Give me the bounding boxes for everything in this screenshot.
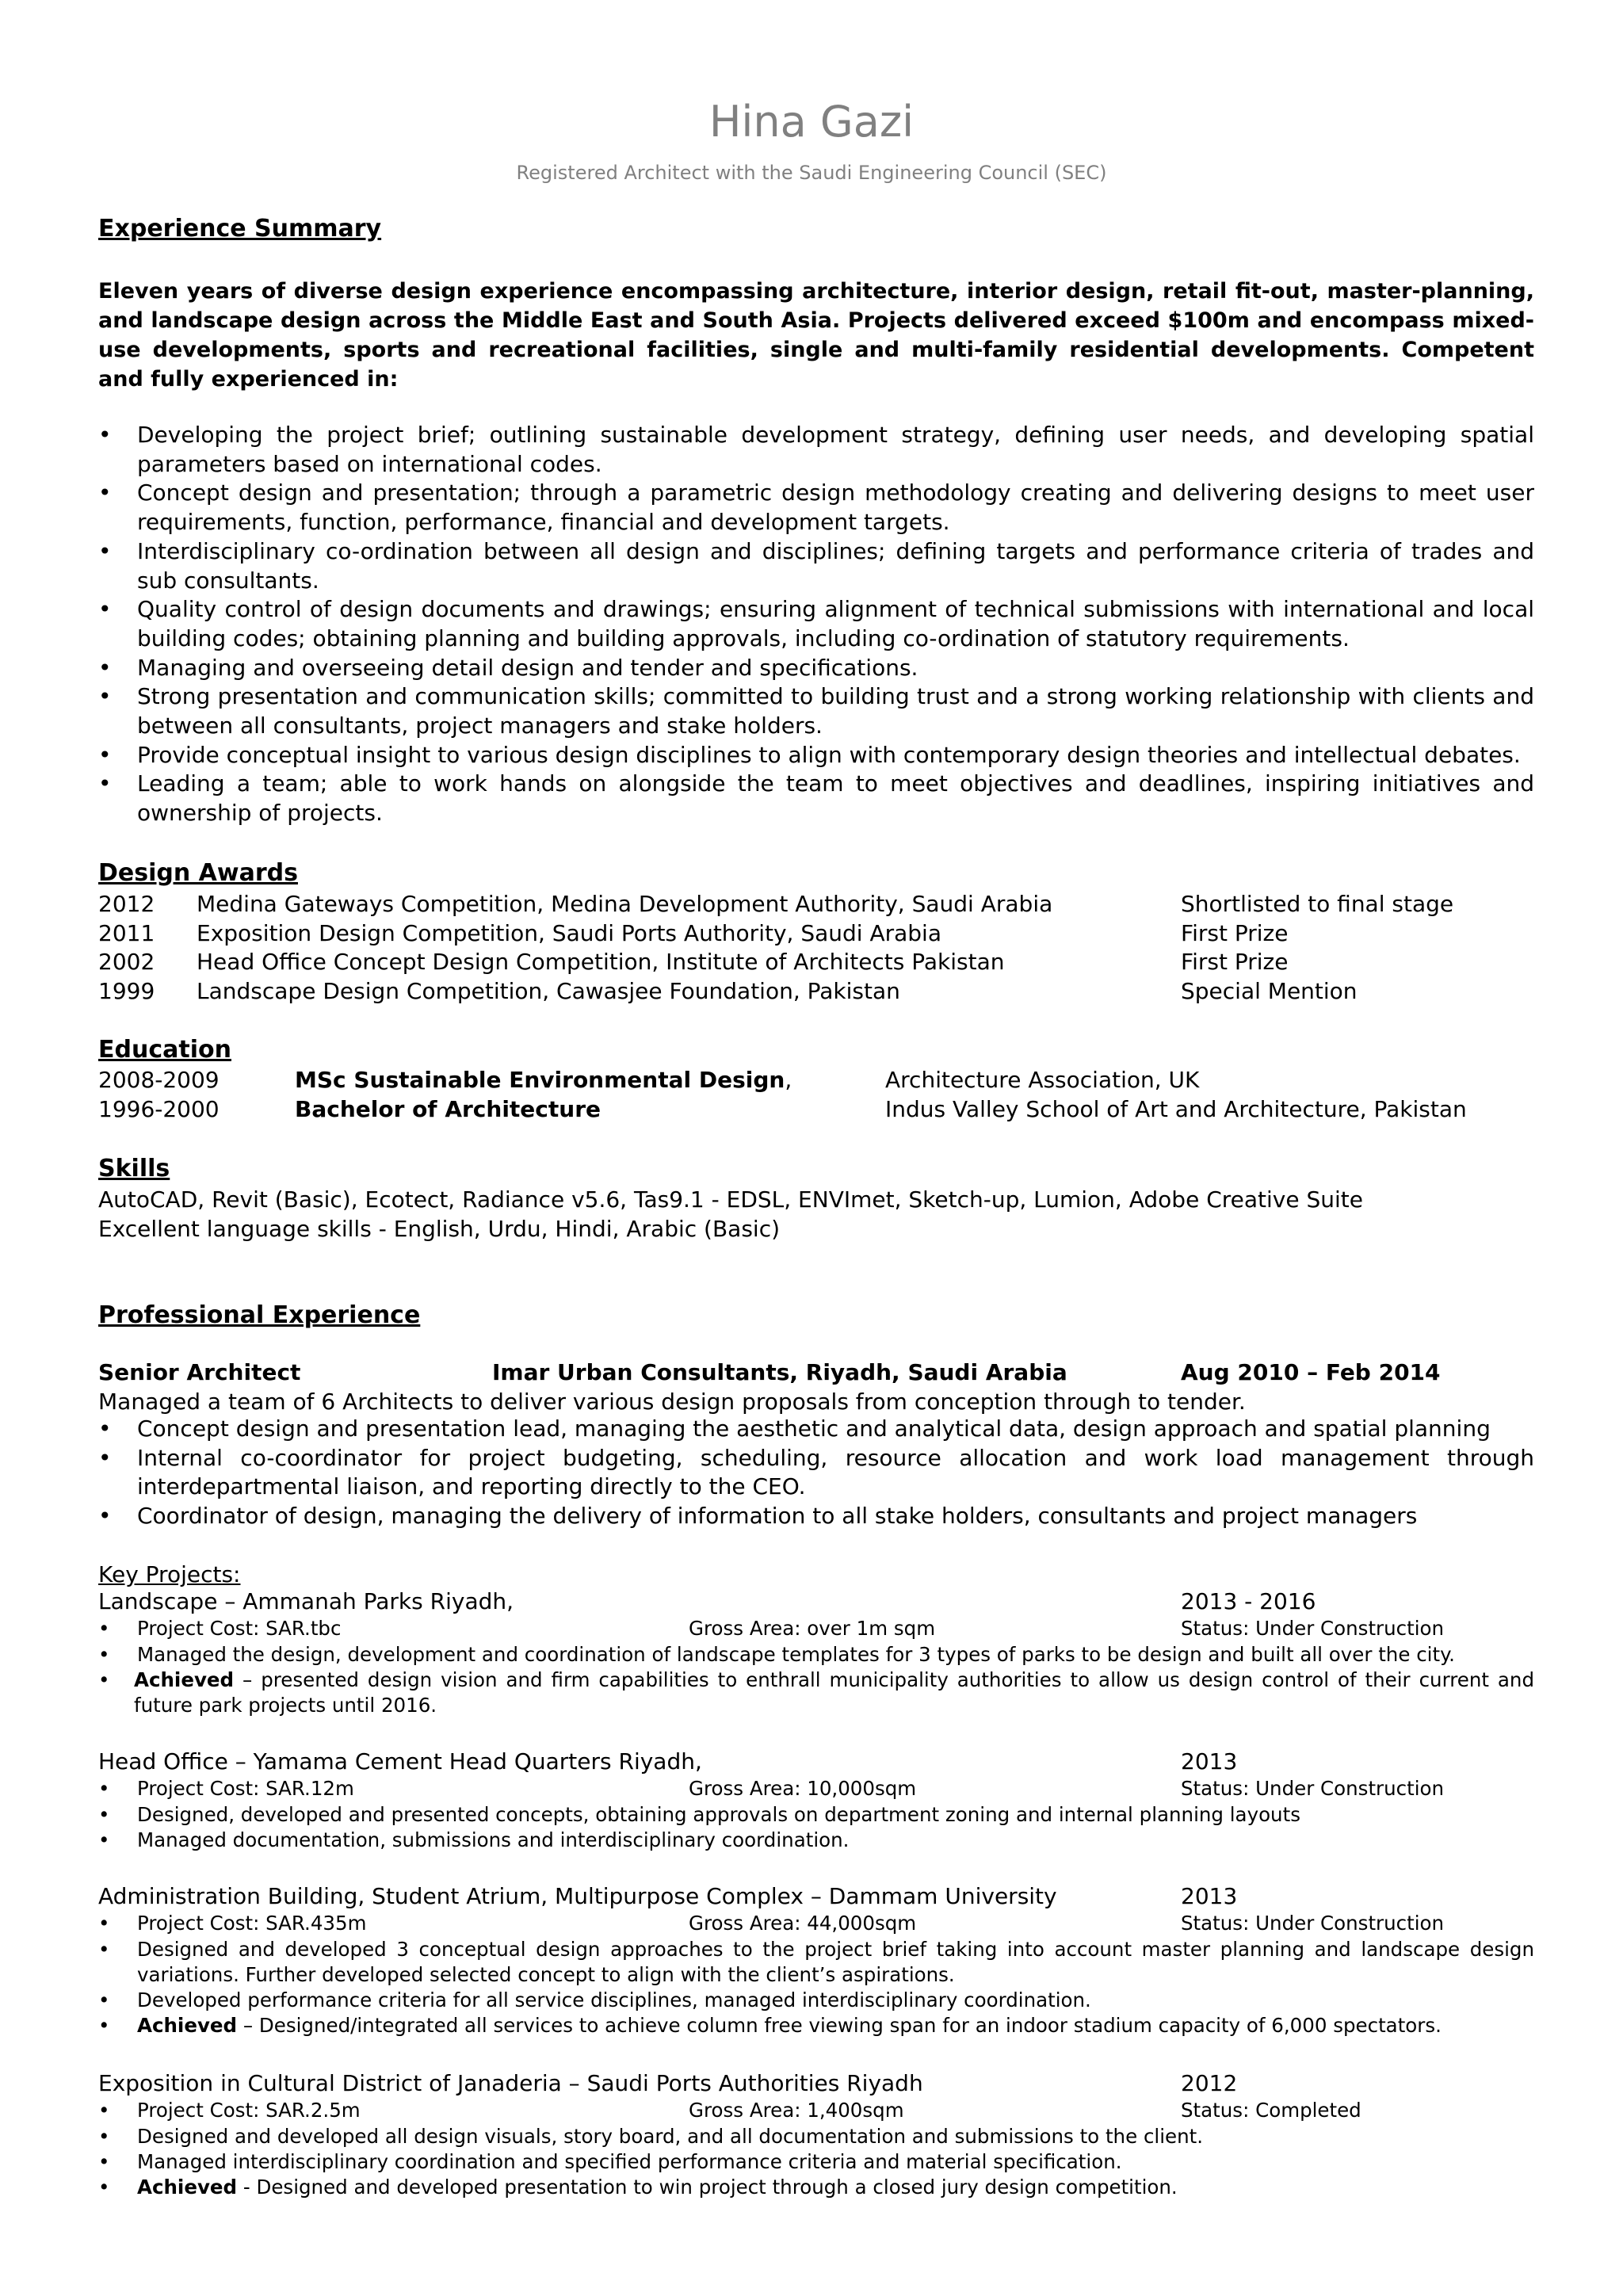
project-year: 2012: [1181, 2070, 1238, 2096]
experience-summary-list: [98, 421, 1534, 828]
education-institution: Indus Valley School of Art and Architecture, Pakistan: [885, 1096, 1467, 1122]
project-year: 2013: [1181, 1748, 1238, 1775]
education-degree-line: [295, 1067, 792, 1093]
job-role: Senior Architect: [98, 1359, 301, 1385]
project-area: Gross Area: over 1m sqm: [689, 1617, 936, 1640]
award-year: 1999: [98, 978, 155, 1004]
award-competition: Exposition Design Competition, Saudi Ports Authority, Saudi Arabia: [197, 920, 941, 946]
skills-languages: Excellent language skills - English, Urdu, Hindi, Arabic (Basic): [98, 1216, 781, 1242]
project-title: Exposition in Cultural District of Janaderia – Saudi Ports Authorities Riyadh: [98, 2070, 923, 2096]
achievement-text: - Designed and developed presentation to win project through a closed jury design competition.: [237, 2176, 1178, 2199]
list-item: • Developing the project brief; outlining sustainable development strategy, defining user needs, and developing spatial parameters based on international codes.: [98, 421, 1534, 479]
education-degree: Bachelor of Architecture: [295, 1096, 601, 1122]
skills-heading: Skills: [98, 1155, 170, 1182]
project-points: [98, 1937, 1534, 2038]
award-result: Shortlisted to final stage: [1181, 891, 1454, 917]
key-projects-label: Key Projects:: [98, 1561, 241, 1587]
list-item: • Managing and overseeing detail design and tender and specifications.: [98, 654, 1534, 683]
list-item: • Concept design and presentation lead, managing the aesthetic and analytical data, design approach and spatial planning: [98, 1415, 1534, 1444]
job-company: Imar Urban Consultants, Riyadh, Saudi Arabia: [492, 1359, 1067, 1385]
list-item: • Designed and developed 3 conceptual design approaches to the project brief taking into account master planning and landscape design variations. Further developed selected concept to align with the client’s aspirations.: [98, 1937, 1534, 1988]
list-item: • Designed, developed and presented concepts, obtaining approvals on department zoning and internal planning layouts: [98, 1802, 1534, 1828]
project-title: Landscape – Ammanah Parks Riyadh,: [98, 1588, 514, 1614]
project-status: Status: Under Construction: [1181, 1912, 1445, 1935]
job-summary: Managed a team of 6 Architects to deliver various design proposals from conception through to tender.: [98, 1389, 1246, 1415]
education-degree: MSc Sustainable Environmental Design: [295, 1067, 785, 1093]
list-item: • Quality control of design documents and drawings; ensuring alignment of technical submissions with international and local building codes; obtaining planning and building approvals, including co-ordination of statutory requirements.: [98, 595, 1534, 653]
list-item: • Designed and developed all design visuals, story board, and all documentation and submissions to the client.: [98, 2124, 1534, 2149]
experience-summary-intro: Eleven years of diverse design experience encompassing architecture, interior design, retail fit-out, master-planning, and landscape design across the Middle East and South Asia. Projects delivered exceed $100m and encompass mixed-use developments, sports and recreational facilities, single and multi-family residential developments. Competent and fully experienced in:: [98, 279, 1534, 392]
candidate-subtitle: Registered Architect with the Saudi Engineering Council (SEC): [516, 162, 1107, 184]
job-responsibilities-list: [98, 1415, 1534, 1531]
list-item: • Managed interdisciplinary coordination and specified performance criteria and material specification.: [98, 2149, 1534, 2175]
project-cost: Project Cost: SAR.2.5m: [137, 2099, 361, 2122]
project-bullet: •: [98, 1777, 110, 1800]
project-year: 2013: [1181, 1883, 1238, 1909]
award-competition: Medina Gateways Competition, Medina Development Authority, Saudi Arabia: [197, 891, 1053, 917]
achievement-label: Achieved: [137, 2176, 238, 2199]
award-result: Special Mention: [1181, 978, 1358, 1004]
education-institution: Architecture Association, UK: [885, 1067, 1200, 1093]
project-bullet: •: [98, 2099, 110, 2122]
project-status: Status: Completed: [1181, 2099, 1361, 2122]
project-points: [98, 1802, 1534, 1853]
project-year: 2013 - 2016: [1181, 1588, 1316, 1614]
award-competition: Landscape Design Competition, Cawasjee Foundation, Pakistan: [197, 978, 900, 1004]
list-item: • Managed documentation, submissions and interdisciplinary coordination.: [98, 1828, 1534, 1853]
education-years: 2008-2009: [98, 1067, 220, 1093]
education-degree-line: [295, 1096, 601, 1122]
project-title: Administration Building, Student Atrium, Multipurpose Complex – Dammam University: [98, 1883, 1057, 1909]
award-competition: Head Office Concept Design Competition, Institute of Architects Pakistan: [197, 949, 1005, 975]
award-year: 2002: [98, 949, 155, 975]
achievement-label: Achieved: [134, 1668, 235, 1691]
achievement-item: [98, 1668, 1534, 1718]
project-points: [98, 2124, 1534, 2200]
project-area: Gross Area: 44,000sqm: [689, 1912, 917, 1935]
project-status: Status: Under Construction: [1181, 1777, 1445, 1800]
candidate-name: Hina Gazi: [708, 97, 915, 147]
project-title: Head Office – Yamama Cement Head Quarters Riyadh,: [98, 1748, 702, 1775]
achievement-label: Achieved: [137, 2014, 238, 2037]
list-item: • Coordinator of design, managing the delivery of information to all stake holders, consultants and project managers: [98, 1502, 1534, 1531]
project-bullet: •: [98, 1912, 110, 1935]
list-item: • Interdisciplinary co-ordination between all design and disciplines; defining targets and performance criteria of trades and sub consultants.: [98, 537, 1534, 595]
achievement-text: – Designed/integrated all services to achieve column free viewing span for an indoor stadium capacity of 6,000 spectators.: [237, 2014, 1442, 2037]
experience-summary-heading: Experience Summary: [98, 215, 382, 243]
education-years: 1996-2000: [98, 1096, 220, 1122]
achievement-item: [98, 2013, 1534, 2038]
award-year: 2012: [98, 891, 155, 917]
skills-software: AutoCAD, Revit (Basic), Ecotect, Radiance v5.6, Tas9.1 - EDSL, ENVImet, Sketch-up, Lumion, Adobe Creative Suite: [98, 1186, 1363, 1213]
project-points: [98, 1642, 1534, 1718]
list-item: • Developed performance criteria for all service disciplines, managed interdisciplinary coordination.: [98, 1988, 1534, 2013]
professional-experience-heading: Professional Experience: [98, 1301, 421, 1329]
list-item: • Strong presentation and communication skills; committed to building trust and a strong working relationship with clients and between all consultants, project managers and stake holders.: [98, 682, 1534, 740]
achievement-item: [98, 2175, 1534, 2200]
project-bullet: •: [98, 1617, 110, 1640]
list-item: • Concept design and presentation; through a parametric design methodology creating and delivering designs to meet user requirements, function, performance, financial and development targets.: [98, 479, 1534, 537]
education-heading: Education: [98, 1036, 231, 1064]
design-awards-heading: Design Awards: [98, 859, 298, 887]
project-status: Status: Under Construction: [1181, 1617, 1445, 1640]
project-cost: Project Cost: SAR.435m: [137, 1912, 367, 1935]
project-cost: Project Cost: SAR.tbc: [137, 1617, 342, 1640]
project-cost: Project Cost: SAR.12m: [137, 1777, 354, 1800]
list-item: • Provide conceptual insight to various design disciplines to align with contemporary design theories and intellectual debates.: [98, 741, 1534, 770]
award-year: 2011: [98, 920, 155, 946]
education-degree-suffix: ,: [785, 1067, 792, 1093]
list-item: • Managed the design, development and coordination of landscape templates for 3 types of parks to be design and built all over the city.: [98, 1642, 1534, 1668]
list-item: • Internal co-coordinator for project budgeting, scheduling, resource allocation and work load management through interdepartmental liaison, and reporting directly to the CEO.: [98, 1444, 1534, 1502]
list-item: • Leading a team; able to work hands on alongside the team to meet objectives and deadlines, inspiring initiatives and ownership of projects.: [98, 770, 1534, 827]
achievement-text: – presented design vision and firm capabilities to enthrall municipality authorities to allow us design control of their current and future park projects until 2016.: [134, 1668, 1534, 1717]
project-area: Gross Area: 10,000sqm: [689, 1777, 917, 1800]
job-dates: Aug 2010 – Feb 2014: [1181, 1359, 1441, 1385]
award-result: First Prize: [1181, 949, 1289, 975]
project-area: Gross Area: 1,400sqm: [689, 2099, 904, 2122]
award-result: First Prize: [1181, 920, 1289, 946]
